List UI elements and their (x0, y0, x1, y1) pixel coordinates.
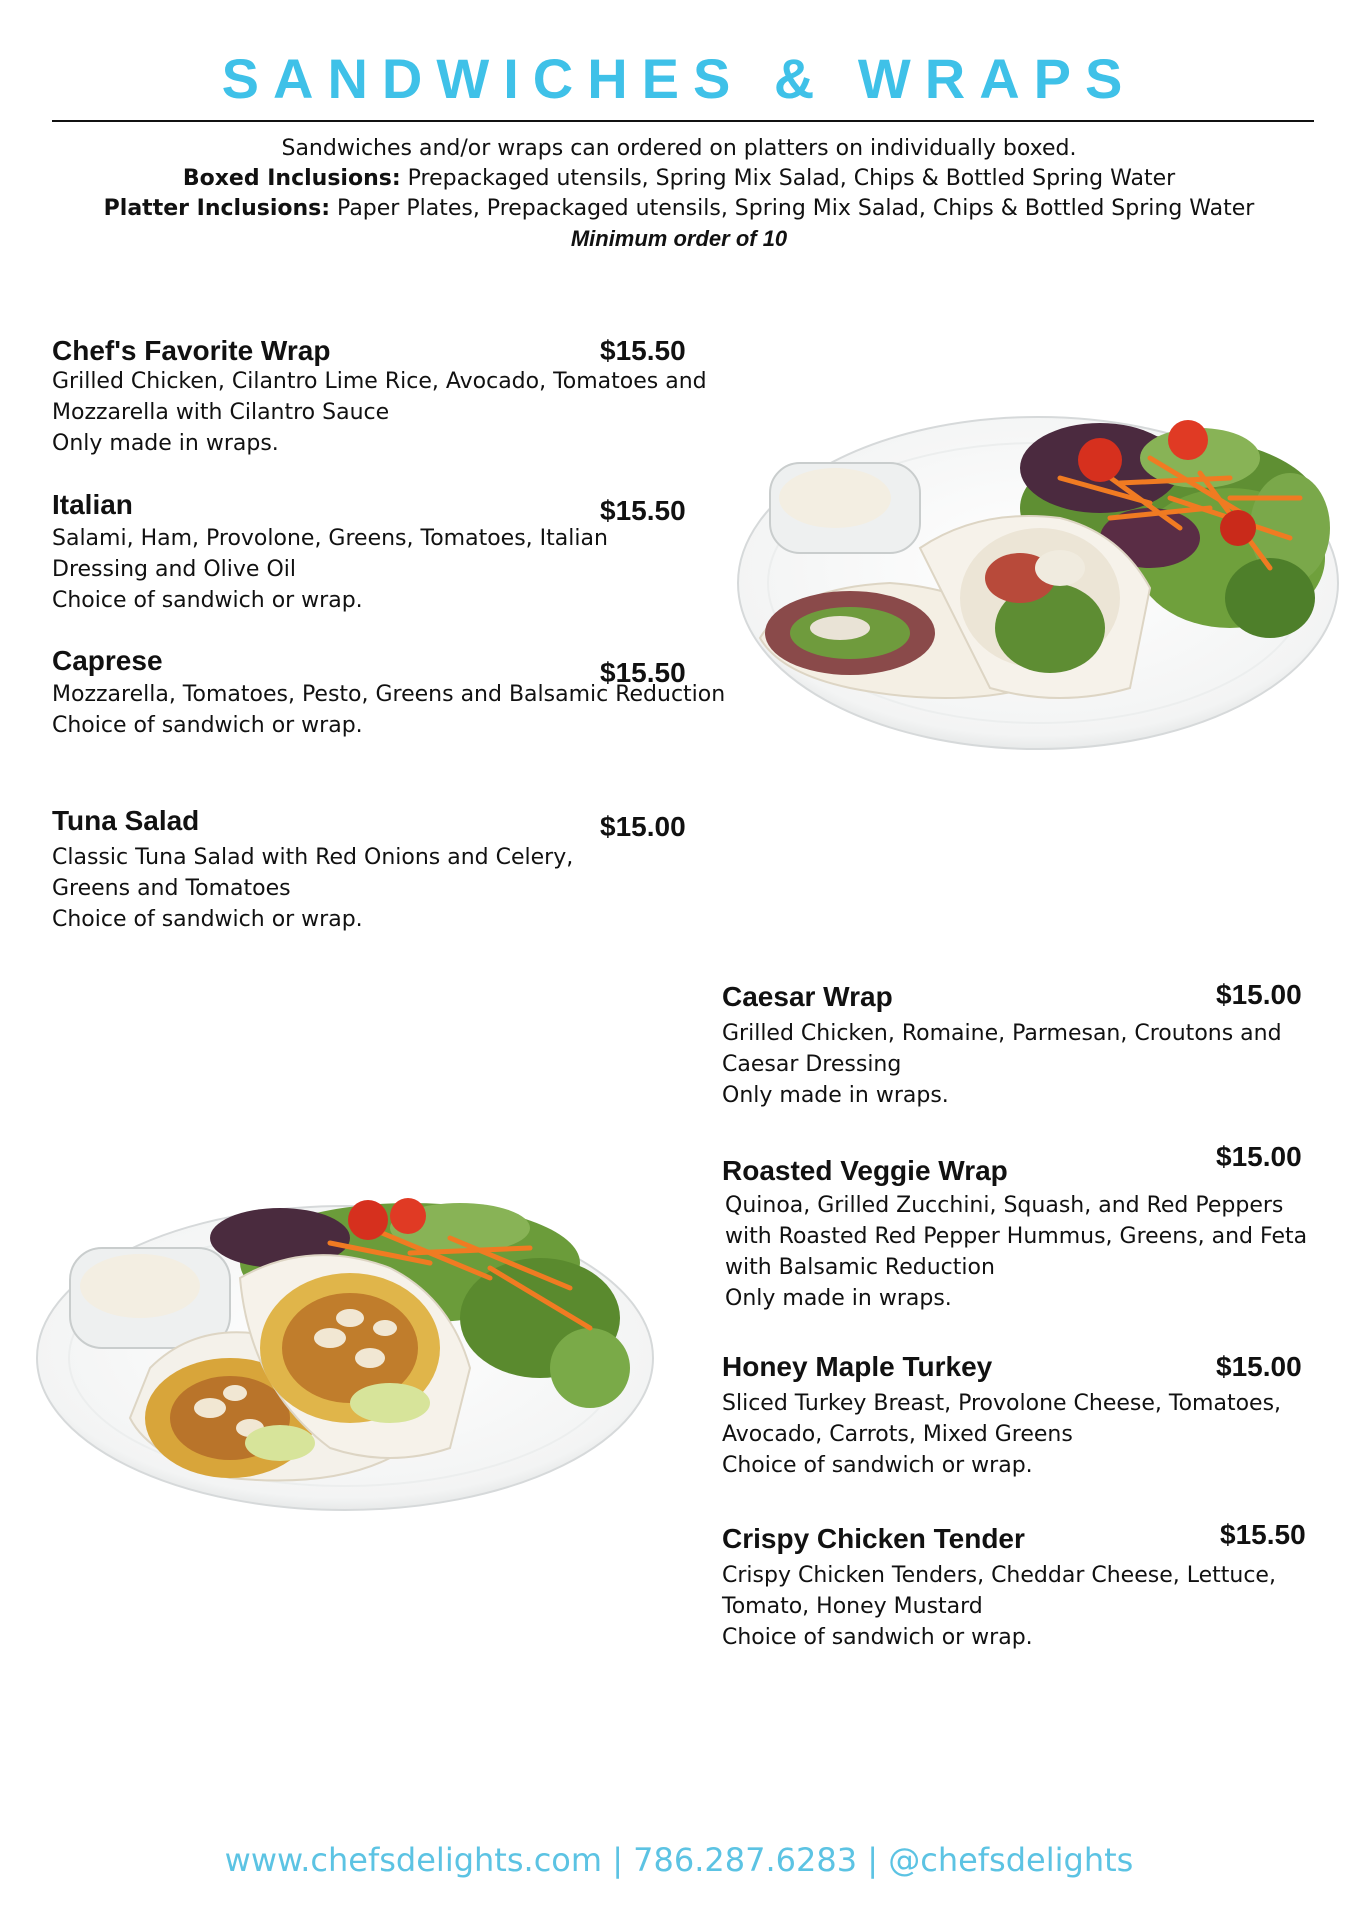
item-description-line: Classic Tuna Salad with Red Onions and Celery, (52, 845, 574, 870)
item-name: Chef's Favorite Wrap (52, 335, 331, 366)
item-price: $15.00 (1216, 1141, 1302, 1172)
boxed-inclusions-text: Prepackaged utensils, Spring Mix Salad, Chips & Bottled Spring Water (400, 166, 1176, 191)
platter-inclusions-label: Platter Inclusions: (103, 196, 331, 221)
item-price: $15.00 (600, 811, 686, 842)
intro-line: Sandwiches and/or wraps can ordered on platters on individually boxed. (281, 136, 1077, 161)
item-name: Tuna Salad (52, 805, 200, 836)
item-name: Caesar Wrap (722, 981, 893, 1012)
item-description-line: with Roasted Red Pepper Hummus, Greens, and Feta (725, 1224, 1308, 1249)
item-description-line: Greens and Tomatoes (52, 876, 291, 901)
item-name: Caprese (52, 645, 163, 676)
item-description-line: Sliced Turkey Breast, Provolone Cheese, Tomatoes, (722, 1391, 1282, 1416)
item-description-line: Only made in wraps. (725, 1286, 952, 1311)
item-description-line: Tomato, Honey Mustard (722, 1594, 983, 1619)
item-price: $15.50 (600, 335, 686, 366)
item-description-line: Mozzarella with Cilantro Sauce (52, 400, 390, 425)
item-name: Honey Maple Turkey (722, 1351, 993, 1382)
item-description-line: Choice of sandwich or wrap. (52, 907, 363, 932)
item-description (722, 1388, 1281, 1481)
title-divider (52, 120, 1314, 122)
item-description-line: Choice of sandwich or wrap. (52, 713, 363, 738)
item-description-line: Only made in wraps. (722, 1083, 949, 1108)
item-name: Italian (52, 489, 133, 520)
item-description (52, 842, 573, 935)
item-description-line: Grilled Chicken, Romaine, Parmesan, Croutons and (722, 1021, 1282, 1046)
item-description-line: Choice of sandwich or wrap. (52, 588, 363, 613)
item-description-line: Choice of sandwich or wrap. (722, 1625, 1033, 1650)
chicken-wrap-plate-photo (30, 1168, 660, 1518)
item-description-line: Crispy Chicken Tenders, Cheddar Cheese, Lettuce, (722, 1563, 1276, 1588)
item-description-line: Avocado, Carrots, Mixed Greens (722, 1422, 1073, 1447)
boxed-inclusions-label: Boxed Inclusions: (182, 166, 401, 191)
platter-inclusions-text: Paper Plates, Prepackaged utensils, Spring Mix Salad, Chips & Bottled Spring Water (330, 196, 1255, 221)
minimum-order: Minimum order of 10 (570, 226, 788, 251)
item-description-line: Dressing and Olive Oil (52, 557, 296, 582)
item-description-line: Salami, Ham, Provolone, Greens, Tomatoes, Italian (52, 526, 608, 551)
page-title: SANDWICHES & WRAPS (221, 47, 1137, 110)
item-description-line: with Balsamic Reduction (725, 1255, 995, 1280)
item-description-line: Choice of sandwich or wrap. (722, 1453, 1033, 1478)
item-description-line: Grilled Chicken, Cilantro Lime Rice, Avocado, Tomatoes and (52, 369, 707, 394)
item-price: $15.50 (600, 495, 686, 526)
item-description-line: Mozzarella, Tomatoes, Pesto, Greens and Balsamic Reduction (52, 682, 726, 707)
item-price: $15.00 (1216, 979, 1302, 1010)
platter-inclusions (0, 194, 1358, 224)
item-description (52, 679, 725, 741)
item-name: Crispy Chicken Tender (722, 1523, 1025, 1554)
item-price: $15.00 (1216, 1351, 1302, 1382)
item-description (52, 366, 707, 459)
footer-contact: www.chefsdelights.com | 786.287.6283 | @chefsdelights (224, 1841, 1134, 1879)
item-description (725, 1190, 1307, 1314)
item-description (52, 523, 608, 616)
item-price: $15.50 (600, 657, 686, 688)
item-description-line: Only made in wraps. (52, 431, 279, 456)
wrap-plate-photo (730, 388, 1340, 758)
item-description (722, 1018, 1282, 1111)
item-price: $15.50 (1220, 1519, 1306, 1550)
item-description-line: Quinoa, Grilled Zucchini, Squash, and Red Peppers (725, 1193, 1284, 1218)
item-description-line: Caesar Dressing (722, 1052, 902, 1077)
item-description (722, 1560, 1276, 1653)
item-name: Roasted Veggie Wrap (722, 1155, 1008, 1186)
boxed-inclusions (0, 164, 1358, 194)
